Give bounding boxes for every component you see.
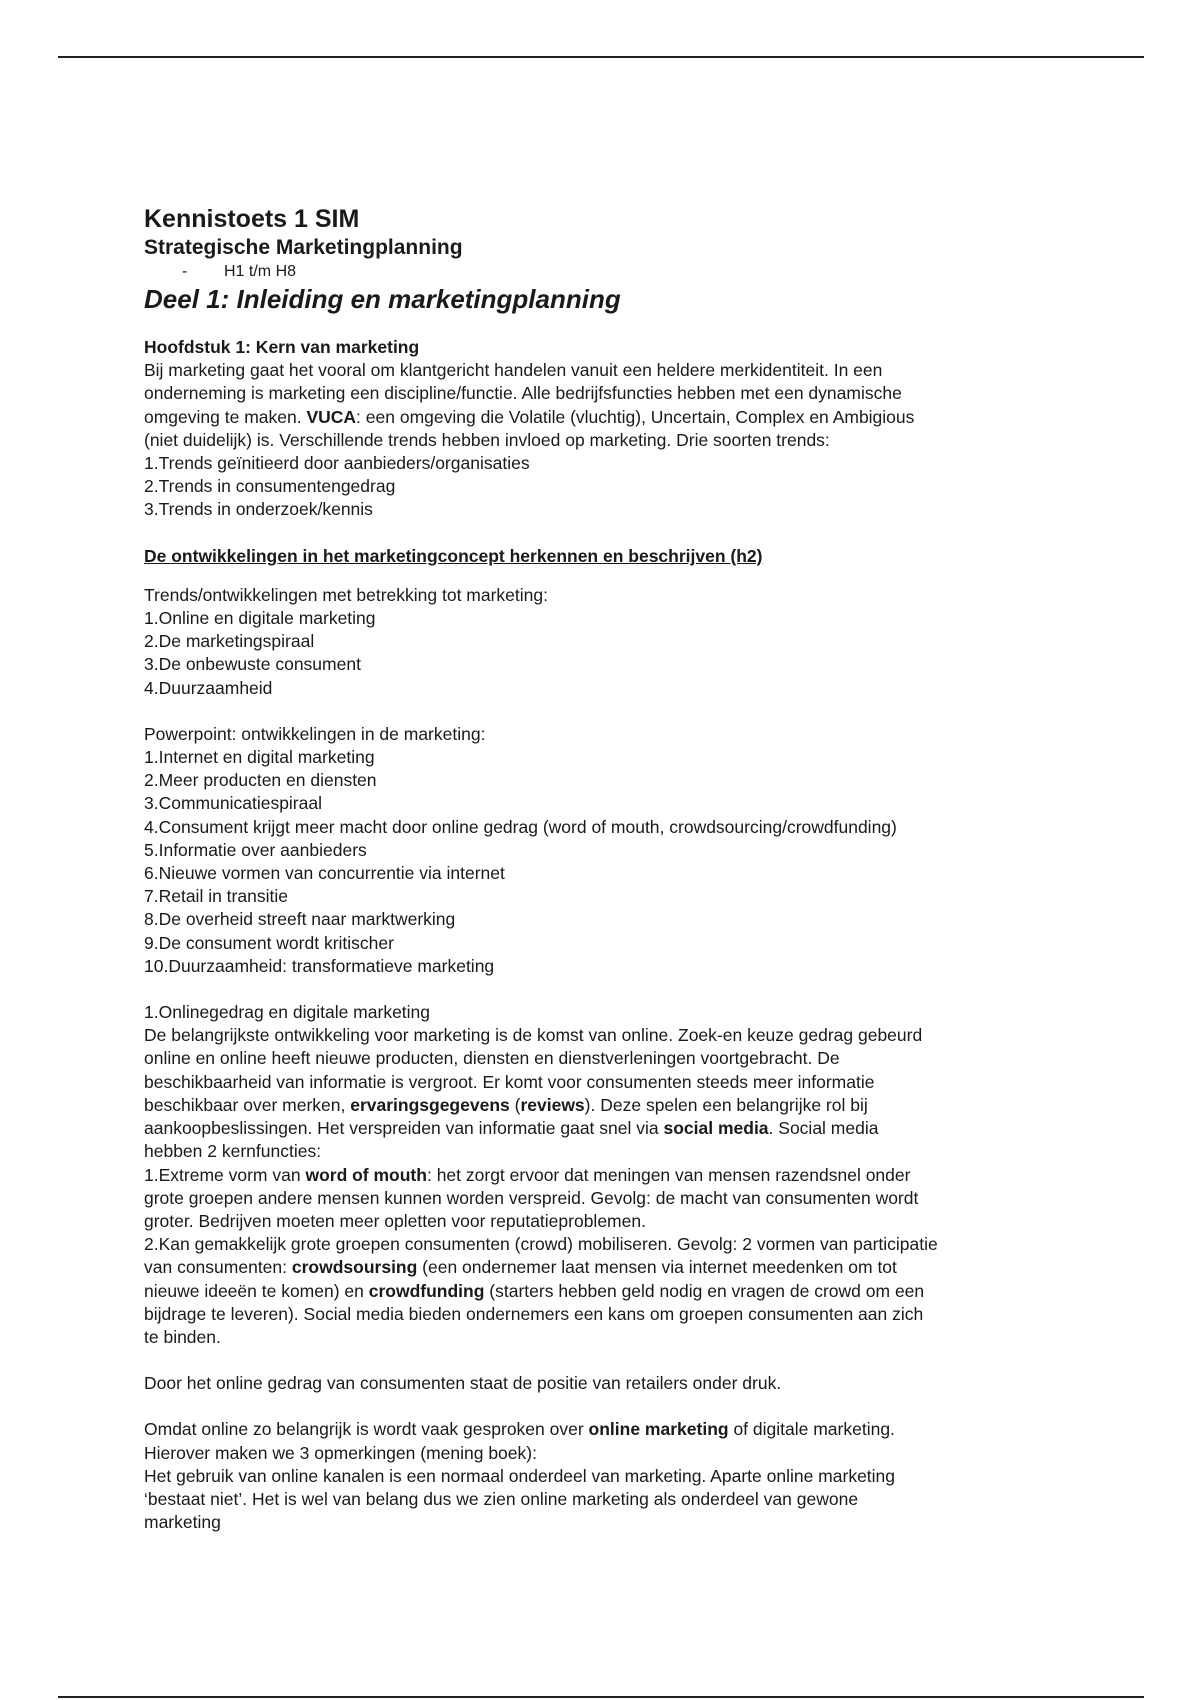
spacer [144, 1395, 1084, 1418]
list-item: 2.De marketingspiraal [144, 631, 315, 652]
paragraph-line: online en online heeft nieuwe producten, diensten en dienstverleningen voortgebracht. De [144, 1048, 840, 1069]
bold-term: social media [663, 1118, 769, 1139]
text-run: 1.Extreme vorm van [144, 1164, 306, 1185]
paragraph-line: Het gebruik van online kanalen is een normaal onderdeel van marketing. Aparte online marketing [144, 1465, 896, 1486]
bold-term: crowdfunding [368, 1280, 485, 1301]
list-item: 1.Online en digitale marketing [144, 608, 376, 629]
spacer [144, 700, 1084, 723]
h2-section-heading: De ontwikkelingen in het marketingconcept herkennen en beschrijven (h2) [144, 545, 763, 566]
bold-term: reviews [520, 1094, 585, 1115]
text-run: (starters hebben geld nodig en vragen de crowd om een [484, 1280, 925, 1301]
paragraph-line: beschikbaarheid van informatie is vergroot. Er komt voor consumenten steeds meer informatie [144, 1071, 875, 1092]
paragraph-line: hebben 2 kernfuncties: [144, 1141, 322, 1162]
paragraph-line: grote groepen andere mensen kunnen worden verspreid. Gevolg: de macht van consumenten wordt [144, 1187, 919, 1208]
list-item: 1.Internet en digital marketing [144, 747, 375, 768]
bold-term: crowdsoursing [291, 1257, 418, 1278]
text-run: ( [509, 1094, 521, 1115]
bullet-dash: - [182, 263, 188, 280]
paragraph-line [144, 1164, 1084, 1187]
bold-term: ervaringsgegevens [350, 1094, 510, 1115]
paragraph-line: De belangrijkste ontwikkeling voor marketing is de komst van online. Zoek-en keuze gedrag gebeurd [144, 1025, 923, 1046]
list-item: 1.Trends geïnitieerd door aanbieders/organisaties [144, 453, 530, 474]
list-item: 2.Meer producten en diensten [144, 770, 377, 791]
paragraph-line: Door het online gedrag van consumenten staat de positie van retailers onder druk. [144, 1373, 782, 1394]
bullet-text: H1 t/m H8 [224, 263, 297, 280]
list-item: 4.Duurzaamheid [144, 677, 273, 698]
paragraph-line: marketing [144, 1512, 221, 1533]
text-run: (een ondernemer laat mensen via internet meedenken om tot [417, 1257, 897, 1278]
paragraph-line: Bij marketing gaat het vooral om klantgericht handelen vanuit een heldere merkidentiteit. In een [144, 360, 883, 381]
chapters-bullet [144, 262, 1084, 282]
list-item: 10.Duurzaamheid: transformatieve marketing [144, 955, 495, 976]
paragraph-line [144, 1117, 1084, 1140]
paragraph-line: groter. Bedrijven moeten meer opletten voor reputatieproblemen. [144, 1210, 646, 1231]
paragraph-line [144, 1256, 1084, 1279]
chapter-1-heading: Hoofdstuk 1: Kern van marketing [144, 337, 420, 357]
paragraph-line: 2.Kan gemakkelijk grote groepen consumenten (crowd) mobiliseren. Gevolg: 2 vormen van participatie [144, 1234, 938, 1255]
paragraph-line: Trends/ontwikkelingen met betrekking tot marketing: [144, 584, 548, 605]
list-item: 3.De onbewuste consument [144, 654, 361, 675]
paragraph-line: Hierover maken we 3 opmerkingen (mening boek): [144, 1442, 537, 1463]
text-run: of digitale marketing. [728, 1419, 895, 1440]
paragraph-line: ‘bestaat niet’. Het is wel van belang dus we zien online marketing als onderdeel van gewone [144, 1488, 859, 1509]
paragraph-line: (niet duidelijk) is. Verschillende trends hebben invloed op marketing. Drie soorten trends: [144, 429, 830, 450]
spacer [144, 568, 1084, 584]
text-run: . Social media [768, 1118, 879, 1139]
list-item: 6.Nieuwe vormen van concurrentie via internet [144, 863, 505, 884]
text-run: nieuwe ideeën te komen) en [144, 1280, 369, 1301]
text-run: Omdat online zo belangrijk is wordt vaak gesproken over [144, 1419, 589, 1440]
document-body [144, 204, 1084, 1534]
part-title: Deel 1: Inleiding en marketingplanning [144, 284, 621, 314]
list-item: 4.Consument krijgt meer macht door online gedrag (word of mouth, crowdsourcing/crowdfunding) [144, 816, 897, 837]
list-item: 9.De consument wordt kritischer [144, 932, 394, 953]
paragraph-line: onderneming is marketing een discipline/functie. Alle bedrijfsfuncties hebben met een dynamische [144, 383, 902, 404]
text-run: beschikbaar over merken, [144, 1094, 351, 1115]
paragraph-line [144, 1280, 1084, 1303]
document-title: Kennistoets 1 SIM [144, 205, 360, 233]
spacer [144, 1349, 1084, 1372]
spacer [144, 978, 1084, 1001]
text-run: : het zorgt ervoor dat meningen van mensen razendsnel onder [426, 1164, 911, 1185]
list-item: 8.De overheid streeft naar marktwerking [144, 909, 456, 930]
text-run: omgeving te maken. [144, 406, 307, 427]
text-run: van consumenten: [144, 1257, 292, 1278]
paragraph-line: Powerpoint: ontwikkelingen in de marketing: [144, 723, 486, 744]
section-heading: 1.Onlinegedrag en digitale marketing [144, 1002, 431, 1023]
text-run: aankoopbeslissingen. Het verspreiden van informatie gaat snel via [144, 1118, 664, 1139]
paragraph-line [144, 406, 1084, 429]
paragraph-line: te binden. [144, 1326, 221, 1347]
paragraph-line [144, 1094, 1084, 1117]
document-subtitle: Strategische Marketingplanning [144, 236, 463, 259]
bottom-rule [58, 1696, 1144, 1698]
spacer [144, 522, 1084, 545]
list-item: 7.Retail in transitie [144, 886, 288, 907]
list-item: 3.Communicatiespiraal [144, 793, 322, 814]
text-run: ). Deze spelen een belangrijke rol bij [584, 1094, 868, 1115]
top-rule [58, 56, 1144, 58]
paragraph-line [144, 1418, 1084, 1441]
text-run: : een omgeving die Volatile (vluchtig), Uncertain, Complex en Ambigious [356, 406, 915, 427]
vuca-term: VUCA [306, 406, 357, 427]
bold-term: word of mouth [305, 1164, 427, 1185]
list-item: 3.Trends in onderzoek/kennis [144, 499, 373, 520]
paragraph-line: bijdrage te leveren). Social media bieden ondernemers een kans om groepen consumenten aan zich [144, 1303, 924, 1324]
bold-term: online marketing [588, 1419, 729, 1440]
list-item: 5.Informatie over aanbieders [144, 839, 367, 860]
list-item: 2.Trends in consumentengedrag [144, 476, 396, 497]
